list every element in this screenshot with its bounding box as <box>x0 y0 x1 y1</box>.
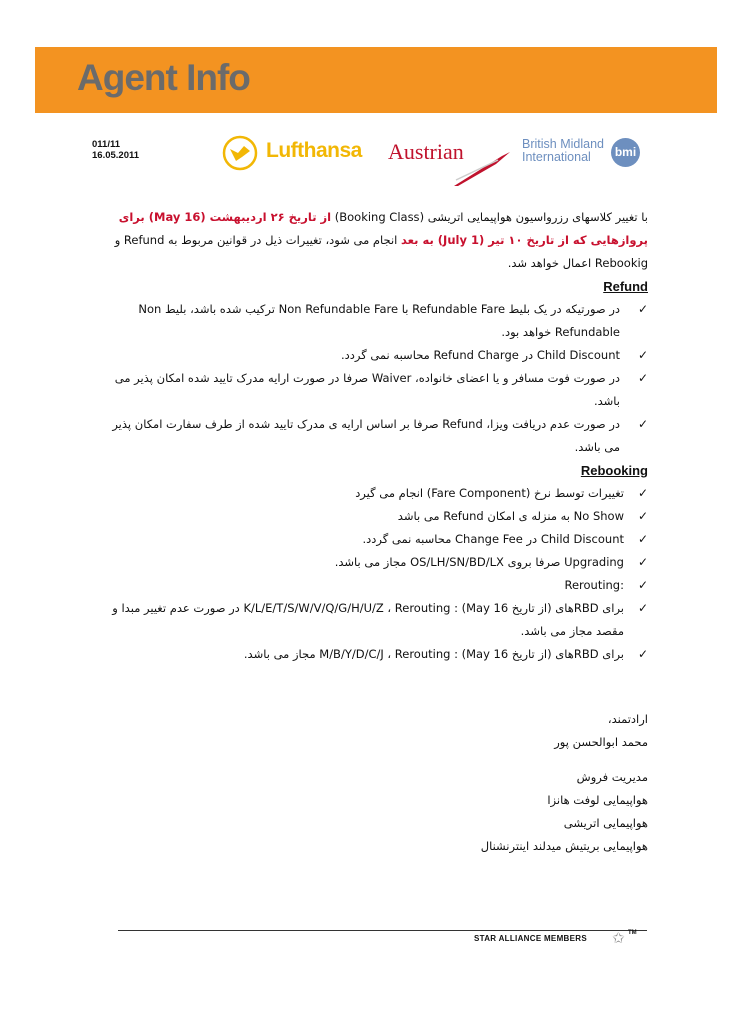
footer-star-alliance-text: STAR ALLIANCE MEMBERS <box>474 934 587 943</box>
document-date: 16.05.2011 <box>92 150 140 161</box>
lufthansa-logo-text: Lufthansa <box>266 139 362 162</box>
star-alliance-icon: ✩ <box>612 929 625 947</box>
list-item-text: تغییرات توسط نرخ (Fare Component) انجام می گیرد <box>355 486 624 500</box>
header-banner <box>35 47 717 113</box>
list-item-text: Child Discount در Change Fee محاسبه نمی گردد. <box>362 532 624 546</box>
rebooking-heading: Rebooking <box>580 463 648 478</box>
airline-logos <box>222 130 652 190</box>
list-item-text: برای RBDهای (از تاریخ May 16) : K/L/E/T/S/W/V/Q/G/H/U/Z ، Rerouting در صورت عدم تغییر مبدا و مقصد مجاز می باشد. <box>112 601 624 638</box>
airline-lufthansa: هواپیمایی لوفت هانزا <box>547 793 648 807</box>
list-item <box>112 551 648 574</box>
check-icon: ✓ <box>637 302 648 316</box>
check-icon: ✓ <box>637 486 648 500</box>
list-item <box>112 597 648 643</box>
check-icon: ✓ <box>637 417 648 431</box>
check-icon: ✓ <box>637 601 648 615</box>
intro-highlight: از تاریخ ۲۶ اردیبهشت (May 16) برای پروازهایی که از تاریخ ۱۰ تیر (1 July) به بعد <box>118 210 648 247</box>
document-meta <box>92 139 139 161</box>
bmi-line-1: British Midland <box>522 137 604 151</box>
bmi-badge-icon: bmi <box>611 138 640 167</box>
list-item <box>112 505 648 528</box>
list-item <box>112 298 648 344</box>
list-item <box>112 482 648 505</box>
list-item-text: برای RBDهای (از تاریخ May 16) : M/B/Y/D/C/J ، Rerouting مجاز می باشد. <box>243 647 624 661</box>
reference-number: 011/11 <box>92 139 121 150</box>
check-icon: ✓ <box>637 647 648 661</box>
list-item <box>112 528 648 551</box>
check-icon: ✓ <box>637 578 648 592</box>
check-icon: ✓ <box>637 348 648 362</box>
trademark-mark: TM <box>628 930 637 936</box>
rebooking-list <box>112 482 648 666</box>
list-item-text: در صورتیکه در یک بلیط Refundable Fare با Non Refundable Fare ترکیب شده باشد، بلیط Non Refundable خواهد بود. <box>138 302 620 339</box>
lufthansa-crane-icon <box>222 135 258 171</box>
check-icon: ✓ <box>637 509 648 523</box>
signer-affiliations <box>450 766 648 858</box>
list-item-text: No Show به منزله ی امکان Refund می باشد <box>397 509 624 523</box>
check-icon: ✓ <box>637 371 648 385</box>
list-item-text: در صورت عدم دریافت ویزا، Refund صرفا بر اساس ارایه ی مدرک تایید شده از طرف سفارت امکان پذیر می باشد. <box>112 417 620 454</box>
intro-part-3: انجام می شود، تغییرات ذیل در قوانین مربوط به Refund و Rebookig اعمال خواهد شد. <box>114 233 648 270</box>
list-item-text: Child Discount در Refund Charge محاسبه نمی گردد. <box>340 348 620 362</box>
list-item-text: در صورت فوت مسافر و یا اعضای خانواده، Waiver صرفا در صورت ارایه مدرک تایید شده امکان پذیر می باشد. <box>114 371 620 408</box>
bmi-logo-text <box>522 138 604 164</box>
check-icon: ✓ <box>637 532 648 546</box>
list-item <box>112 344 648 367</box>
list-item <box>112 413 648 459</box>
list-item <box>112 367 648 413</box>
airline-bmi: هواپیمایی بریتیش میدلند اینترنشنال <box>480 839 648 853</box>
intro-paragraph <box>112 206 648 275</box>
list-item-text: :Rerouting <box>564 578 624 592</box>
regards-text: ارادتمند، <box>607 712 648 726</box>
notice-body <box>112 206 648 666</box>
banner-title: Agent Info <box>77 57 250 98</box>
list-item <box>112 574 648 597</box>
airline-austrian: هواپیمایی اتریشی <box>563 816 648 830</box>
refund-list <box>112 298 648 459</box>
list-item-text: Upgrading صرفا بروی OS/LH/SN/BD/LX مجاز می باشد. <box>334 555 624 569</box>
signer-name: محمد ابوالحسن پور <box>554 735 648 749</box>
check-icon: ✓ <box>637 555 648 569</box>
list-item <box>112 643 648 666</box>
signer-title: مدیریت فروش <box>576 770 648 784</box>
austrian-logo-text: Austrian <box>388 139 464 164</box>
bmi-line-2: International <box>522 150 591 164</box>
footer-divider <box>118 930 647 931</box>
refund-heading: Refund <box>603 279 648 294</box>
austrian-arrow-icon <box>452 150 512 188</box>
intro-part-1: با تغییر کلاسهای رزرواسیون هواپیمایی اتریشی (Booking Class) <box>331 210 648 224</box>
signature-block <box>450 708 648 754</box>
